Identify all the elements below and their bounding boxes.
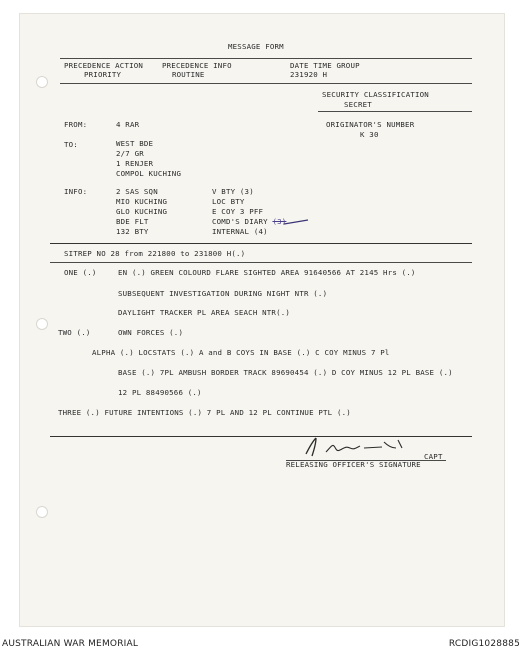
info-address: GLO KUCHING xyxy=(116,207,168,216)
from-value: 4 RAR xyxy=(116,120,140,129)
para-one-line: DAYLIGHT TRACKER PL AREA SEACH NTR(.) xyxy=(118,308,291,317)
sitrep-line: SITREP NO 28 from 221800 to 231800 H(.) xyxy=(64,249,246,258)
form-title: MESSAGE FORM xyxy=(228,42,284,51)
rule-security xyxy=(318,111,472,112)
punch-hole xyxy=(36,506,48,518)
info-address: BDE FLT xyxy=(116,217,149,226)
footer-left: AUSTRALIAN WAR MEMORIAL xyxy=(2,639,139,649)
punch-hole xyxy=(36,318,48,330)
precedence-action-label: PRECEDENCE ACTION xyxy=(64,61,144,70)
rule-top xyxy=(60,58,472,59)
para-two-line: ALPHA (.) LOCSTATS (.) A and B COYS IN BASE (.) C COY MINUS 7 Pl xyxy=(92,348,390,357)
para-two-label: TWO (.) xyxy=(58,328,91,337)
info-address: LOC BTY xyxy=(212,197,245,206)
dtg-label: DATE TIME GROUP xyxy=(290,61,360,70)
para-two-line: 12 PL 88490566 (.) xyxy=(118,388,202,397)
rule-header-bottom xyxy=(60,83,472,84)
dtg-value: 231920 H xyxy=(290,70,328,79)
para-three-line: THREE (.) FUTURE INTENTIONS (.) 7 PL AND 12 PL CONTINUE PTL (.) xyxy=(58,408,351,417)
signature-label: RELEASING OFFICER'S SIGNATURE xyxy=(286,460,421,469)
para-one-line: EN (.) GREEN COLOURD FLARE SIGHTED AREA 91640566 AT 2145 Hrs (.) xyxy=(118,268,416,277)
info-address: V BTY (3) xyxy=(212,187,254,196)
handwritten-signature xyxy=(292,434,422,460)
to-address: 2/7 GR xyxy=(116,149,144,158)
to-address: 1 RENJER xyxy=(116,159,154,168)
precedence-info-value: ROUTINE xyxy=(172,70,205,79)
footer-right: RCDIG1028885 xyxy=(448,639,520,649)
rule-body-top xyxy=(50,243,472,244)
to-address: WEST BDE xyxy=(116,139,154,148)
originator-value: K 30 xyxy=(360,130,379,139)
info-address xyxy=(212,217,286,226)
security-value: SECRET xyxy=(344,100,372,109)
info-address: INTERNAL (4) xyxy=(212,227,268,236)
info-address: 2 SAS SQN xyxy=(116,187,158,196)
rule-sitrep xyxy=(50,262,472,263)
to-address: COMPOL KUCHING xyxy=(116,169,182,178)
comd-diary-text: COMD'S DIARY xyxy=(212,217,268,226)
precedence-info-label: PRECEDENCE INFO xyxy=(162,61,232,70)
struck-count: (3) xyxy=(272,217,287,226)
para-two-line: BASE (.) 7PL AMBUSH BORDER TRACK 89690454 (.) D COY MINUS 12 PL BASE (.) xyxy=(118,368,453,377)
info-address: MIO KUCHING xyxy=(116,197,168,206)
para-two-line: OWN FORCES (.) xyxy=(118,328,184,337)
security-label: SECURITY CLASSIFICATION xyxy=(322,90,429,99)
para-one-label: ONE (.) xyxy=(64,268,97,277)
para-one-line: SUBSEQUENT INVESTIGATION DURING NIGHT NTR (.) xyxy=(118,289,328,298)
to-label: TO: xyxy=(64,140,78,149)
info-label: INFO: xyxy=(64,187,88,196)
message-form-sheet xyxy=(20,14,504,626)
precedence-action-value: PRIORITY xyxy=(84,70,122,79)
info-address: 132 BTY xyxy=(116,227,149,236)
originator-label: ORIGINATOR'S NUMBER xyxy=(326,120,415,129)
info-address: E COY 3 PFF xyxy=(212,207,264,216)
from-label: FROM: xyxy=(64,120,88,129)
pen-strike-mark xyxy=(282,217,312,227)
punch-hole xyxy=(36,76,48,88)
signature-rank: CAPT xyxy=(424,452,443,461)
